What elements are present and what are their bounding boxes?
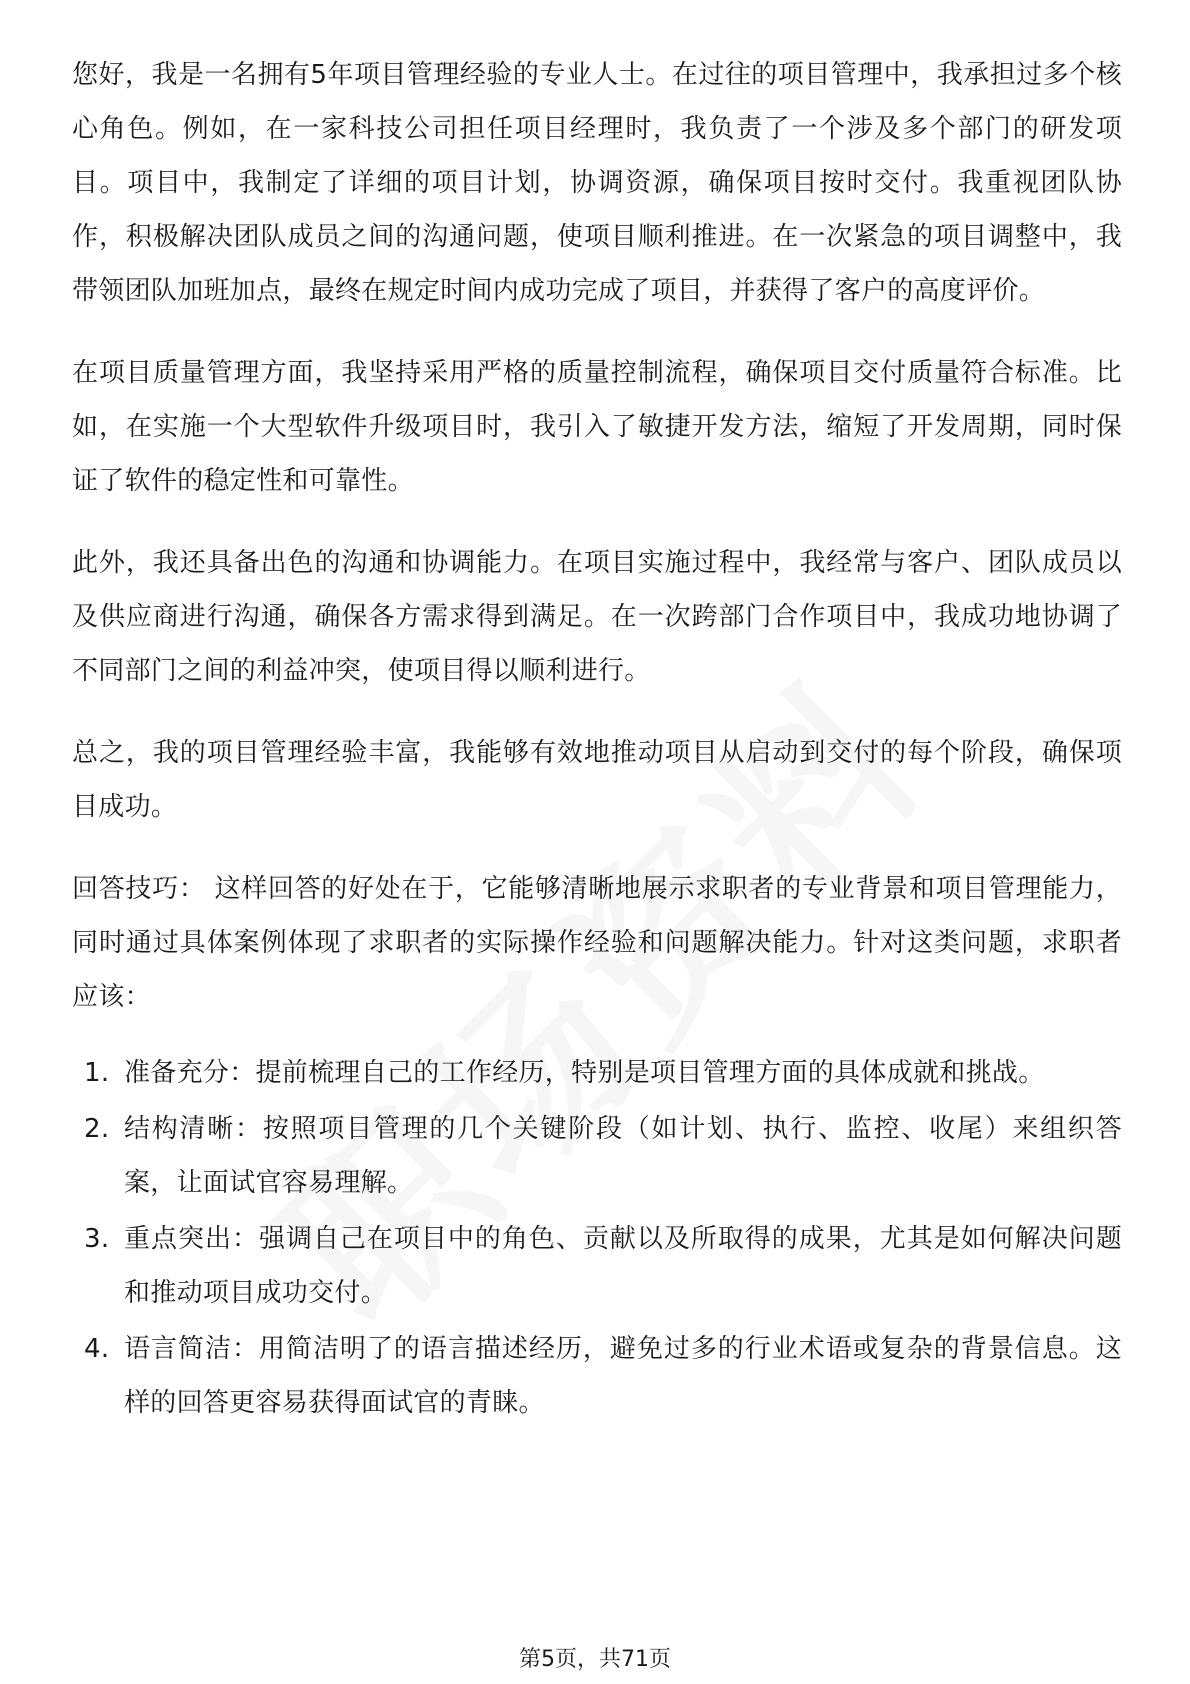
list-text: 结构清晰：按照项目管理的几个关键阶段（如计划、执行、监控、收尾）来组织答案，让面试官容易理解。 bbox=[124, 1114, 1122, 1198]
list-number: 2. bbox=[84, 1114, 110, 1144]
list-number: 1. bbox=[84, 1058, 110, 1088]
list-number: 4. bbox=[84, 1334, 110, 1364]
list-item bbox=[72, 1212, 1122, 1320]
paragraph-quality: 在项目质量管理方面，我坚持采用严格的质量控制流程，确保项目交付质量符合标准。比如，在实施一个大型软件升级项目时，我引入了敏捷开发方法，缩短了开发周期，同时保证了软件的稳定性和可靠性。 bbox=[72, 358, 1122, 496]
list-item bbox=[72, 1322, 1122, 1430]
tips-intro: 回答技巧： 这样回答的好处在于，它能够清晰地展示求职者的专业背景和项目管理能力，同时通过具体案例体现了求职者的实际操作经验和问题解决能力。针对这类问题，求职者应该： bbox=[72, 874, 1122, 1012]
paragraph-intro: 您好，我是一名拥有5年项目管理经验的专业人士。在过往的项目管理中，我承担过多个核心角色。例如，在一家科技公司担任项目经理时，我负责了一个涉及多个部门的研发项目。项目中，我制定了详细的项目计划，协调资源，确保项目按时交付。我重视团队协作，积极解决团队成员之间的沟通问题，使项目顺利推进。在一次紧急的项目调整中，我带领团队加班加点，最终在规定时间内成功完成了项目，并获得了客户的高度评价。 bbox=[72, 60, 1122, 306]
document-page bbox=[72, 48, 1122, 1432]
paragraph-summary: 总之，我的项目管理经验丰富，我能够有效地推动项目从启动到交付的每个阶段，确保项目成功。 bbox=[72, 738, 1122, 822]
list-item bbox=[72, 1102, 1122, 1210]
list-text: 重点突出：强调自己在项目中的角色、贡献以及所取得的成果，尤其是如何解决问题和推动项目成功交付。 bbox=[124, 1224, 1122, 1308]
tips-list bbox=[72, 1046, 1122, 1430]
list-item bbox=[72, 1046, 1122, 1100]
page-number-footer: 第5页，共71页 bbox=[519, 1647, 671, 1672]
paragraph-communication: 此外，我还具备出色的沟通和协调能力。在项目实施过程中，我经常与客户、团队成员以及供应商进行沟通，确保各方需求得到满足。在一次跨部门合作项目中，我成功地协调了不同部门之间的利益冲突，使项目得以顺利进行。 bbox=[72, 548, 1122, 686]
list-text: 准备充分：提前梳理自己的工作经历，特别是项目管理方面的具体成就和挑战。 bbox=[124, 1058, 1045, 1088]
list-text: 语言简洁：用简洁明了的语言描述经历，避免过多的行业术语或复杂的背景信息。这样的回答更容易获得面试官的青睐。 bbox=[124, 1334, 1122, 1418]
list-number: 3. bbox=[84, 1224, 110, 1254]
